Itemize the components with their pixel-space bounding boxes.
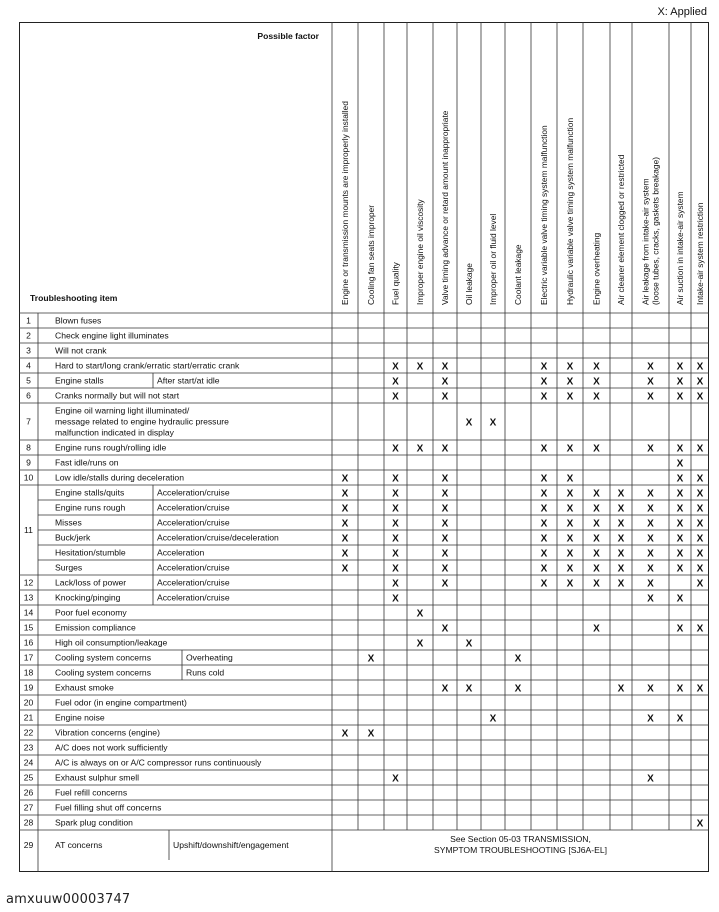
applied-mark: X — [341, 533, 349, 545]
applied-mark: X — [593, 578, 600, 590]
troubleshooting-item: message related to engine hydraulic pressure — [55, 416, 229, 427]
applied-mark: X — [392, 376, 399, 388]
applied-mark: X — [617, 518, 625, 530]
applied-mark: X — [617, 488, 625, 500]
troubleshooting-item: Engine noise — [55, 712, 105, 723]
applied-mark: X — [696, 443, 704, 455]
applied-mark: X — [540, 473, 548, 485]
applied-mark: X — [566, 391, 574, 403]
troubleshooting-item: Misses — [55, 517, 82, 528]
applied-mark: X — [696, 376, 704, 388]
row-number: 3 — [26, 345, 31, 356]
figure-id-caption: amxuuw00003747 — [6, 892, 131, 907]
applied-mark: X — [593, 503, 600, 515]
troubleshooting-item: Fast idle/runs on — [55, 457, 119, 468]
applied-mark: X — [676, 713, 684, 725]
applied-mark: X — [341, 563, 349, 575]
applied-mark: X — [593, 548, 600, 560]
applied-mark: X — [647, 443, 654, 455]
troubleshooting-item: Emission compliance — [55, 622, 136, 633]
troubleshooting-item: Cooling system concerns — [55, 652, 152, 663]
condition-text: Acceleration/cruise/deceleration — [157, 532, 279, 543]
applied-mark: X — [566, 518, 574, 530]
applied-mark: X — [647, 593, 654, 605]
row29-note-line-2: SYMPTOM TROUBLESHOOTING [SJ6A-EL] — [433, 845, 608, 855]
applied-mark: X — [593, 391, 600, 403]
troubleshooting-item: Buck/jerk — [55, 532, 91, 543]
row-number: 2 — [26, 330, 31, 341]
row-number: 10 — [23, 472, 34, 483]
applied-mark: X — [617, 563, 625, 575]
applied-mark: X — [441, 533, 449, 545]
troubleshooting-item: Exhaust sulphur smell — [55, 772, 140, 783]
troubleshooting-item: Lack/loss of power — [55, 577, 127, 588]
troubleshooting-item: Cranks normally but will not start — [55, 390, 180, 401]
applied-mark: X — [696, 361, 704, 373]
applied-mark: X — [367, 653, 375, 665]
applied-mark: X — [566, 376, 574, 388]
applied-mark: X — [647, 533, 654, 545]
row-number: 27 — [23, 802, 34, 813]
troubleshooting-item: Spark plug condition — [55, 817, 133, 828]
applied-mark: X — [676, 518, 684, 530]
applied-mark: X — [465, 638, 473, 650]
applied-mark: X — [540, 563, 548, 575]
row-number: 4 — [26, 360, 31, 371]
applied-mark: X — [392, 361, 399, 373]
applied-mark: X — [441, 361, 449, 373]
row-number: 16 — [23, 637, 34, 648]
applied-mark: X — [392, 503, 399, 515]
troubleshooting-item: Cooling system concerns — [55, 667, 152, 678]
applied-mark: X — [540, 548, 548, 560]
row-number: 25 — [23, 772, 34, 783]
factor-header-3: Fuel quality — [390, 262, 401, 305]
applied-mark: X — [441, 376, 449, 388]
applied-mark: X — [593, 533, 600, 545]
troubleshooting-table — [19, 22, 709, 872]
row-number: 26 — [23, 787, 34, 798]
applied-mark: X — [540, 361, 548, 373]
applied-mark: X — [593, 623, 600, 635]
troubleshooting-item: Vibration concerns (engine) — [55, 727, 160, 738]
applied-mark: X — [465, 417, 473, 429]
applied-mark: X — [392, 443, 399, 455]
applied-mark: X — [647, 391, 654, 403]
applied-mark: X — [540, 533, 548, 545]
applied-mark: X — [441, 563, 449, 575]
applied-mark: X — [617, 578, 625, 590]
troubleshooting-item: Will not crank — [55, 345, 107, 356]
troubleshooting-item: Engine oil warning light illuminated/ — [55, 405, 190, 416]
applied-mark: X — [341, 518, 349, 530]
factor-header-7: Improper oil or fluid level — [488, 213, 498, 305]
applied-mark: X — [617, 503, 625, 515]
condition-text: Acceleration/cruise — [157, 502, 230, 513]
row-number: 12 — [23, 577, 34, 588]
applied-mark: X — [540, 578, 548, 590]
applied-mark: X — [392, 533, 399, 545]
applied-mark: X — [617, 683, 625, 695]
troubleshooting-item: Poor fuel economy — [55, 607, 127, 618]
applied-mark: X — [566, 578, 574, 590]
applied-mark: X — [676, 503, 684, 515]
applied-mark: X — [540, 488, 548, 500]
applied-mark: X — [489, 713, 497, 725]
row-number: 6 — [26, 390, 31, 401]
row-number: 21 — [23, 712, 34, 723]
applied-mark: X — [696, 818, 704, 830]
applied-mark: X — [392, 548, 399, 560]
factor-header-10: Hydraulic variable valve timing system malfunction — [565, 117, 575, 305]
troubleshooting-item: Engine stalls/quits — [55, 487, 125, 498]
applied-mark: X — [676, 623, 684, 635]
applied-mark: X — [392, 593, 399, 605]
applied-mark: X — [514, 683, 522, 695]
applied-mark: X — [647, 503, 654, 515]
applied-mark: X — [441, 623, 449, 635]
factor-header-13: (loose tubes, cracks, gaskets breakage) — [650, 156, 661, 305]
applied-mark: X — [676, 548, 684, 560]
row-number: 11 — [24, 525, 33, 535]
applied-mark: X — [416, 443, 424, 455]
troubleshooting-item: Engine stalls — [55, 375, 104, 386]
troubleshooting-item: A/C is always on or A/C compressor runs continuously — [55, 757, 262, 768]
applied-mark: X — [676, 473, 684, 485]
applied-mark: X — [416, 608, 424, 620]
row-number: 20 — [23, 697, 34, 708]
applied-mark: X — [696, 518, 704, 530]
row-number: 9 — [26, 457, 31, 468]
applied-mark: X — [676, 533, 684, 545]
row-number: 8 — [26, 442, 31, 453]
applied-mark: X — [341, 473, 349, 485]
condition-text: Overheating — [186, 652, 233, 663]
applied-mark: X — [593, 563, 600, 575]
applied-mark: X — [540, 503, 548, 515]
row-number: 28 — [23, 817, 34, 828]
applied-mark: X — [593, 376, 600, 388]
troubleshooting-item: A/C does not work sufficiently — [55, 742, 168, 753]
applied-mark: X — [465, 683, 473, 695]
condition-text: Acceleration/cruise — [157, 517, 230, 528]
applied-mark: X — [441, 578, 449, 590]
factor-header-11: Engine overheating — [591, 232, 602, 305]
row-number: 23 — [23, 742, 34, 753]
row-number: 1 — [26, 315, 31, 326]
applied-mark: X — [540, 443, 548, 455]
applied-mark: X — [647, 683, 654, 695]
factor-header-14: Air suction in intake-air system — [675, 191, 685, 305]
applied-mark: X — [647, 488, 654, 500]
condition-text: Acceleration — [157, 547, 205, 558]
applied-mark: X — [566, 443, 574, 455]
factor-header-15: Intake-air system restriction — [695, 202, 705, 305]
applied-mark: X — [392, 488, 399, 500]
factor-header-2: Cooling fan seats improper — [366, 204, 376, 305]
applied-mark: X — [566, 548, 574, 560]
applied-mark: X — [566, 533, 574, 545]
troubleshooting-item-label: Troubleshooting item — [30, 293, 118, 303]
applied-mark: X — [566, 503, 574, 515]
troubleshooting-item: Hard to start/long crank/erratic start/erratic crank — [55, 360, 240, 371]
applied-mark: X — [392, 773, 399, 785]
applied-mark: X — [392, 391, 399, 403]
troubleshooting-item: Engine runs rough — [55, 502, 126, 513]
applied-mark: X — [392, 578, 399, 590]
applied-mark: X — [647, 563, 654, 575]
troubleshooting-item: High oil consumption/leakage — [55, 637, 168, 648]
condition-text: Acceleration/cruise — [157, 487, 230, 498]
possible-factor-label: Possible factor — [257, 31, 319, 41]
row-number: 24 — [23, 757, 34, 768]
row-number: 5 — [26, 375, 31, 386]
applied-mark: X — [676, 593, 684, 605]
condition-text: Acceleration/cruise — [157, 562, 230, 573]
applied-mark: X — [647, 376, 654, 388]
applied-mark: X — [593, 518, 600, 530]
troubleshooting-item: Blown fuses — [55, 315, 102, 326]
legend-applied: X: Applied — [657, 6, 707, 18]
applied-mark: X — [676, 376, 684, 388]
row-number: 22 — [23, 727, 34, 738]
row-number: 14 — [23, 607, 34, 618]
applied-mark: X — [341, 488, 349, 500]
row-number: 17 — [23, 652, 34, 663]
applied-mark: X — [676, 563, 684, 575]
applied-mark: X — [392, 563, 399, 575]
applied-mark: X — [367, 728, 375, 740]
applied-mark: X — [566, 563, 574, 575]
applied-mark: X — [392, 473, 399, 485]
applied-mark: X — [647, 578, 654, 590]
applied-mark: X — [696, 488, 704, 500]
applied-mark: X — [647, 773, 654, 785]
applied-mark: X — [566, 473, 574, 485]
applied-mark: X — [696, 548, 704, 560]
row-number: 13 — [23, 592, 34, 603]
applied-mark: X — [392, 518, 399, 530]
applied-mark: X — [441, 503, 449, 515]
troubleshooting-item: malfunction indicated in display — [55, 427, 174, 438]
applied-mark: X — [566, 361, 574, 373]
row-number: 7 — [26, 416, 31, 427]
factor-header-5: Valve timing advance or retard amount inappropriate — [440, 110, 450, 305]
troubleshooting-item: Fuel refill concerns — [55, 787, 128, 798]
applied-mark: X — [617, 533, 625, 545]
condition-text: Acceleration/cruise — [157, 592, 230, 603]
applied-mark: X — [696, 391, 704, 403]
applied-mark: X — [647, 713, 654, 725]
applied-mark: X — [676, 458, 684, 470]
troubleshooting-item: Surges — [55, 562, 83, 573]
applied-mark: X — [617, 548, 625, 560]
applied-mark: X — [593, 361, 600, 373]
applied-mark: X — [341, 548, 349, 560]
condition-text: Acceleration/cruise — [157, 577, 230, 588]
row-number: 18 — [23, 667, 34, 678]
applied-mark: X — [676, 683, 684, 695]
troubleshooting-item: Engine runs rough/rolling idle — [55, 442, 167, 453]
troubleshooting-item: Hesitation/stumble — [55, 547, 126, 558]
factor-header-12: Air cleaner element clogged or restricted — [616, 154, 626, 305]
factor-header-1: Engine or transmission mounts are improperly installed — [340, 101, 350, 305]
applied-mark: X — [647, 548, 654, 560]
applied-mark: X — [341, 503, 349, 515]
applied-mark: X — [441, 518, 449, 530]
applied-mark: X — [696, 563, 704, 575]
applied-mark: X — [566, 488, 574, 500]
factor-header-8: Coolant leakage — [513, 244, 523, 305]
applied-mark: X — [696, 473, 704, 485]
troubleshooting-item: Fuel odor (in engine compartment) — [55, 697, 187, 708]
troubleshooting-item: Exhaust smoke — [55, 682, 114, 693]
applied-mark: X — [593, 443, 600, 455]
troubleshooting-item: Fuel filling shut off concerns — [55, 802, 162, 813]
troubleshooting-item: AT concerns — [55, 840, 103, 850]
applied-mark: X — [676, 361, 684, 373]
applied-mark: X — [441, 473, 449, 485]
applied-mark: X — [540, 518, 548, 530]
factor-header-4: Improper engine oil viscosity — [415, 199, 425, 305]
applied-mark: X — [647, 518, 654, 530]
row29-note-line-1: See Section 05-03 TRANSMISSION, — [450, 834, 591, 844]
applied-mark: X — [514, 653, 522, 665]
applied-mark: X — [593, 488, 600, 500]
troubleshooting-item: Low idle/stalls during deceleration — [55, 472, 184, 483]
factor-header-9: Electric variable valve timing system malfunction — [539, 125, 549, 305]
applied-mark: X — [696, 503, 704, 515]
row-number: 15 — [23, 622, 34, 633]
applied-mark: X — [540, 391, 548, 403]
condition-text: Runs cold — [186, 667, 225, 678]
row-number: 29 — [23, 840, 34, 850]
applied-mark: X — [540, 376, 548, 388]
troubleshooting-item: Knocking/pinging — [55, 592, 121, 603]
applied-mark: X — [416, 638, 424, 650]
condition-text: Upshift/downshift/engagement — [173, 840, 289, 850]
applied-mark: X — [341, 728, 349, 740]
row-number: 19 — [23, 682, 34, 693]
applied-mark: X — [676, 391, 684, 403]
factor-header-6: Oil leakage — [464, 263, 474, 305]
applied-mark: X — [696, 578, 704, 590]
applied-mark: X — [647, 361, 654, 373]
troubleshooting-item: Check engine light illuminates — [55, 330, 169, 341]
applied-mark: X — [696, 683, 704, 695]
applied-mark: X — [441, 443, 449, 455]
factor-header-13: Air leakage from intake-air system — [640, 178, 651, 305]
applied-mark: X — [441, 683, 449, 695]
applied-mark: X — [441, 488, 449, 500]
applied-mark: X — [489, 417, 497, 429]
applied-mark: X — [676, 488, 684, 500]
applied-mark: X — [676, 443, 684, 455]
applied-mark: X — [696, 533, 704, 545]
applied-mark: X — [696, 623, 704, 635]
applied-mark: X — [416, 361, 424, 373]
applied-mark: X — [441, 548, 449, 560]
applied-mark: X — [441, 391, 449, 403]
condition-text: After start/at idle — [157, 375, 220, 386]
